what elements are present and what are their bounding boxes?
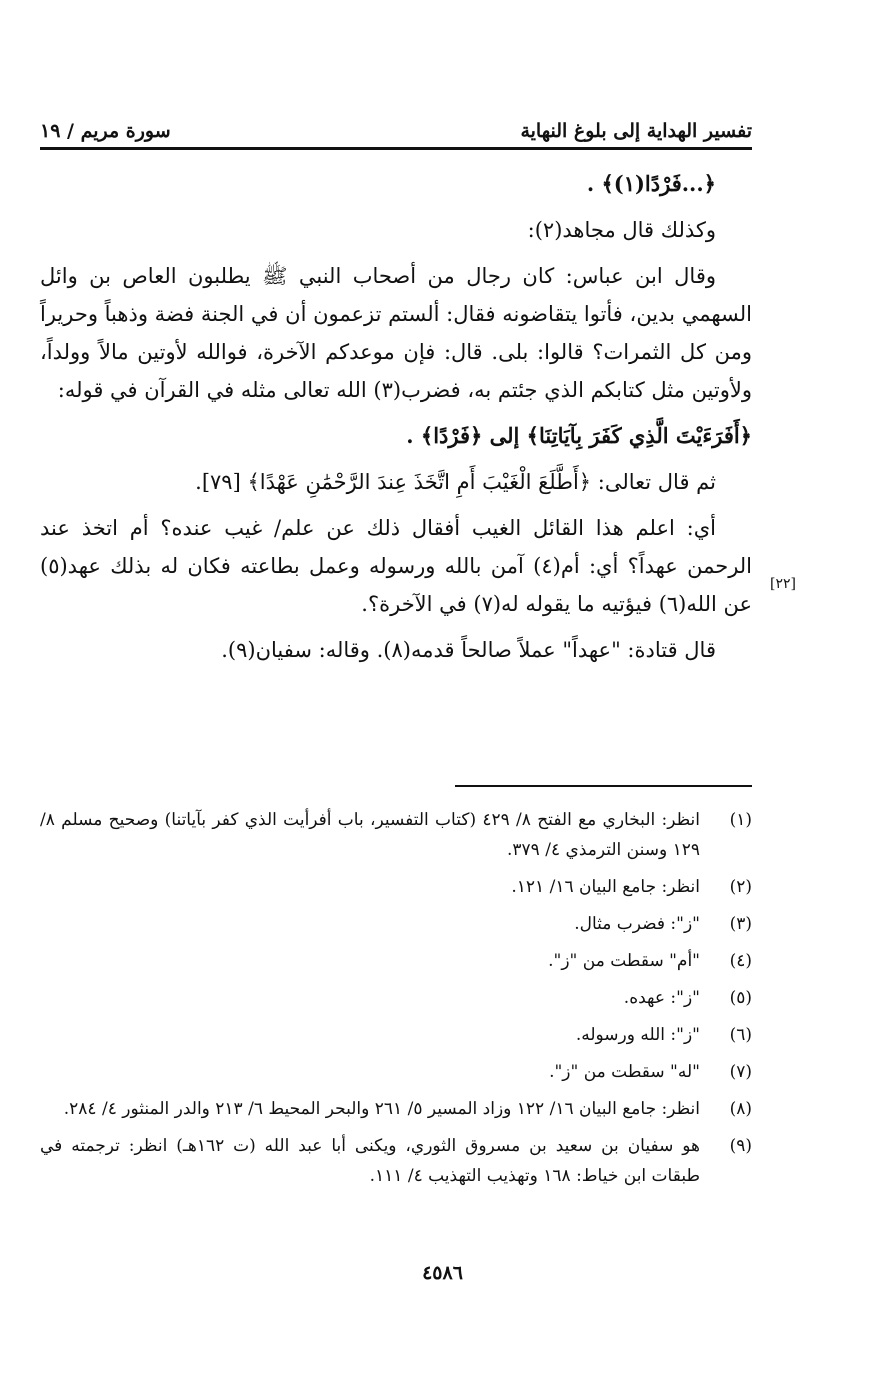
margin-folio-note: [٢٢] <box>770 576 796 592</box>
paragraph-qatada: قال قتادة: "عهداً" عملاً صالحاً قدمه(٨). وقاله: سفيان(٩). <box>221 638 716 662</box>
footnote-number: (٨) <box>729 1099 752 1119</box>
verse-fragment: ﴿...فَرْدًا(١)﴾ . <box>586 171 716 196</box>
paragraph-ibn-abbas: وقال ابن عباس: كان رجال من أصحاب النبي ﷺ يطلبون العاص بن وائل السهمي بدين، فأتوا يتقاضونه فقال: ألستم تزعمون أن في الجنة فضة وذهباً وحريراً ومن كل الثمرات؟ قالوا: بلى. قال: فإن موعدكم الآخرة، فوالله لأوتين مالاً وولداً، ولأوتين مثل كتابكم الذي جئتم به، فضرب(٣) الله تعالى مثله في القرآن في قوله: <box>40 264 752 402</box>
footnote-text: "ز": فضرب مثال. <box>574 914 700 934</box>
footnote-number: (٢) <box>729 877 752 897</box>
verse-79: ثم قال تعالى: ﴿أَطَّلَعَ الْغَيْبَ أَمِ اتَّخَذَ عِندَ الرَّحْمَٰنِ عَهْدًا﴾ [٧٩]. <box>195 470 716 494</box>
footnote-text: انظر: جامع البيان ١٦/ ١٢١. <box>511 877 700 897</box>
footnote-number: (٦) <box>729 1025 752 1045</box>
footnote-item <box>40 1131 752 1191</box>
footnote-rule <box>455 785 752 787</box>
verse-range: ﴿أَفَرَءَيْتَ الَّذِي كَفَرَ بِآيَاتِنَا﴾ إلى ﴿فَرْدًا﴾ . <box>406 423 752 448</box>
footnote-number: (٤) <box>729 951 752 971</box>
footnote-number: (٧) <box>729 1062 752 1082</box>
footnote-number: (٣) <box>729 914 752 934</box>
header-rule <box>40 147 752 150</box>
footnote-text: "ز": عهده. <box>623 988 700 1008</box>
main-text <box>40 165 752 677</box>
footnote-number: (٥) <box>729 988 752 1008</box>
footnote-number: (١) <box>729 810 752 830</box>
footnote-item <box>40 946 752 976</box>
footnote-text: "ز": الله ورسوله. <box>575 1025 700 1045</box>
footnote-item <box>40 1094 752 1124</box>
page-number: ٤٥٨٦ <box>422 1262 463 1284</box>
footnote-item <box>40 909 752 939</box>
footnote-text: "له" سقطت من "ز". <box>549 1062 700 1082</box>
footnote-text: انظر: البخاري مع الفتح ٨/ ٤٢٩ (كتاب التفسير، باب أفرأيت الذي كفر بآياتنا) وصحيح مسلم ٨/ ١٢٩ وسنن الترمذي ٤/ ٣٧٩. <box>40 810 700 860</box>
footnote-number: (٩) <box>729 1136 752 1156</box>
paragraph-commentary: أي: اعلم هذا القائل الغيب أفقال ذلك عن علم/ غيب عنده؟ أم اتخذ عند الرحمن عهداً؟ أي: أم(٤) آمن بالله ورسوله وعمل بطاعته فكان له بذلك عهد(٥) عن الله(٦) فيؤتيه ما يقوله له(٧) في الآخرة؟. <box>40 516 753 616</box>
footnote-text: هو سفيان بن سعيد بن مسروق الثوري، ويكنى أبا عبد الله (ت ١٦٢هـ) انظر: ترجمته في طبقات ابن خياط: ١٦٨ وتهذيب التهذيب ٤/ ١١١. <box>40 1136 700 1186</box>
surah-reference: سورة مريم / ١٩ <box>40 120 171 142</box>
footnote-item <box>40 805 752 865</box>
footnote-item <box>40 872 752 902</box>
footnote-text: انظر: جامع البيان ١٦/ ١٢٢ وزاد المسير ٥/ ٢٦١ والبحر المحيط ٦/ ٢١٣ والدر المنثور ٤/ ٢٨٤. <box>63 1099 700 1119</box>
footnote-text: "أم" سقطت من "ز". <box>548 951 700 971</box>
footnote-item <box>40 1020 752 1050</box>
book-title: تفسير الهداية إلى بلوغ النهاية <box>520 120 752 142</box>
footnote-item <box>40 983 752 1013</box>
paragraph-mujahid: وكذلك قال مجاهد(٢): <box>527 218 716 242</box>
running-header <box>40 108 752 142</box>
footnotes <box>40 805 752 1198</box>
footnote-item <box>40 1057 752 1087</box>
